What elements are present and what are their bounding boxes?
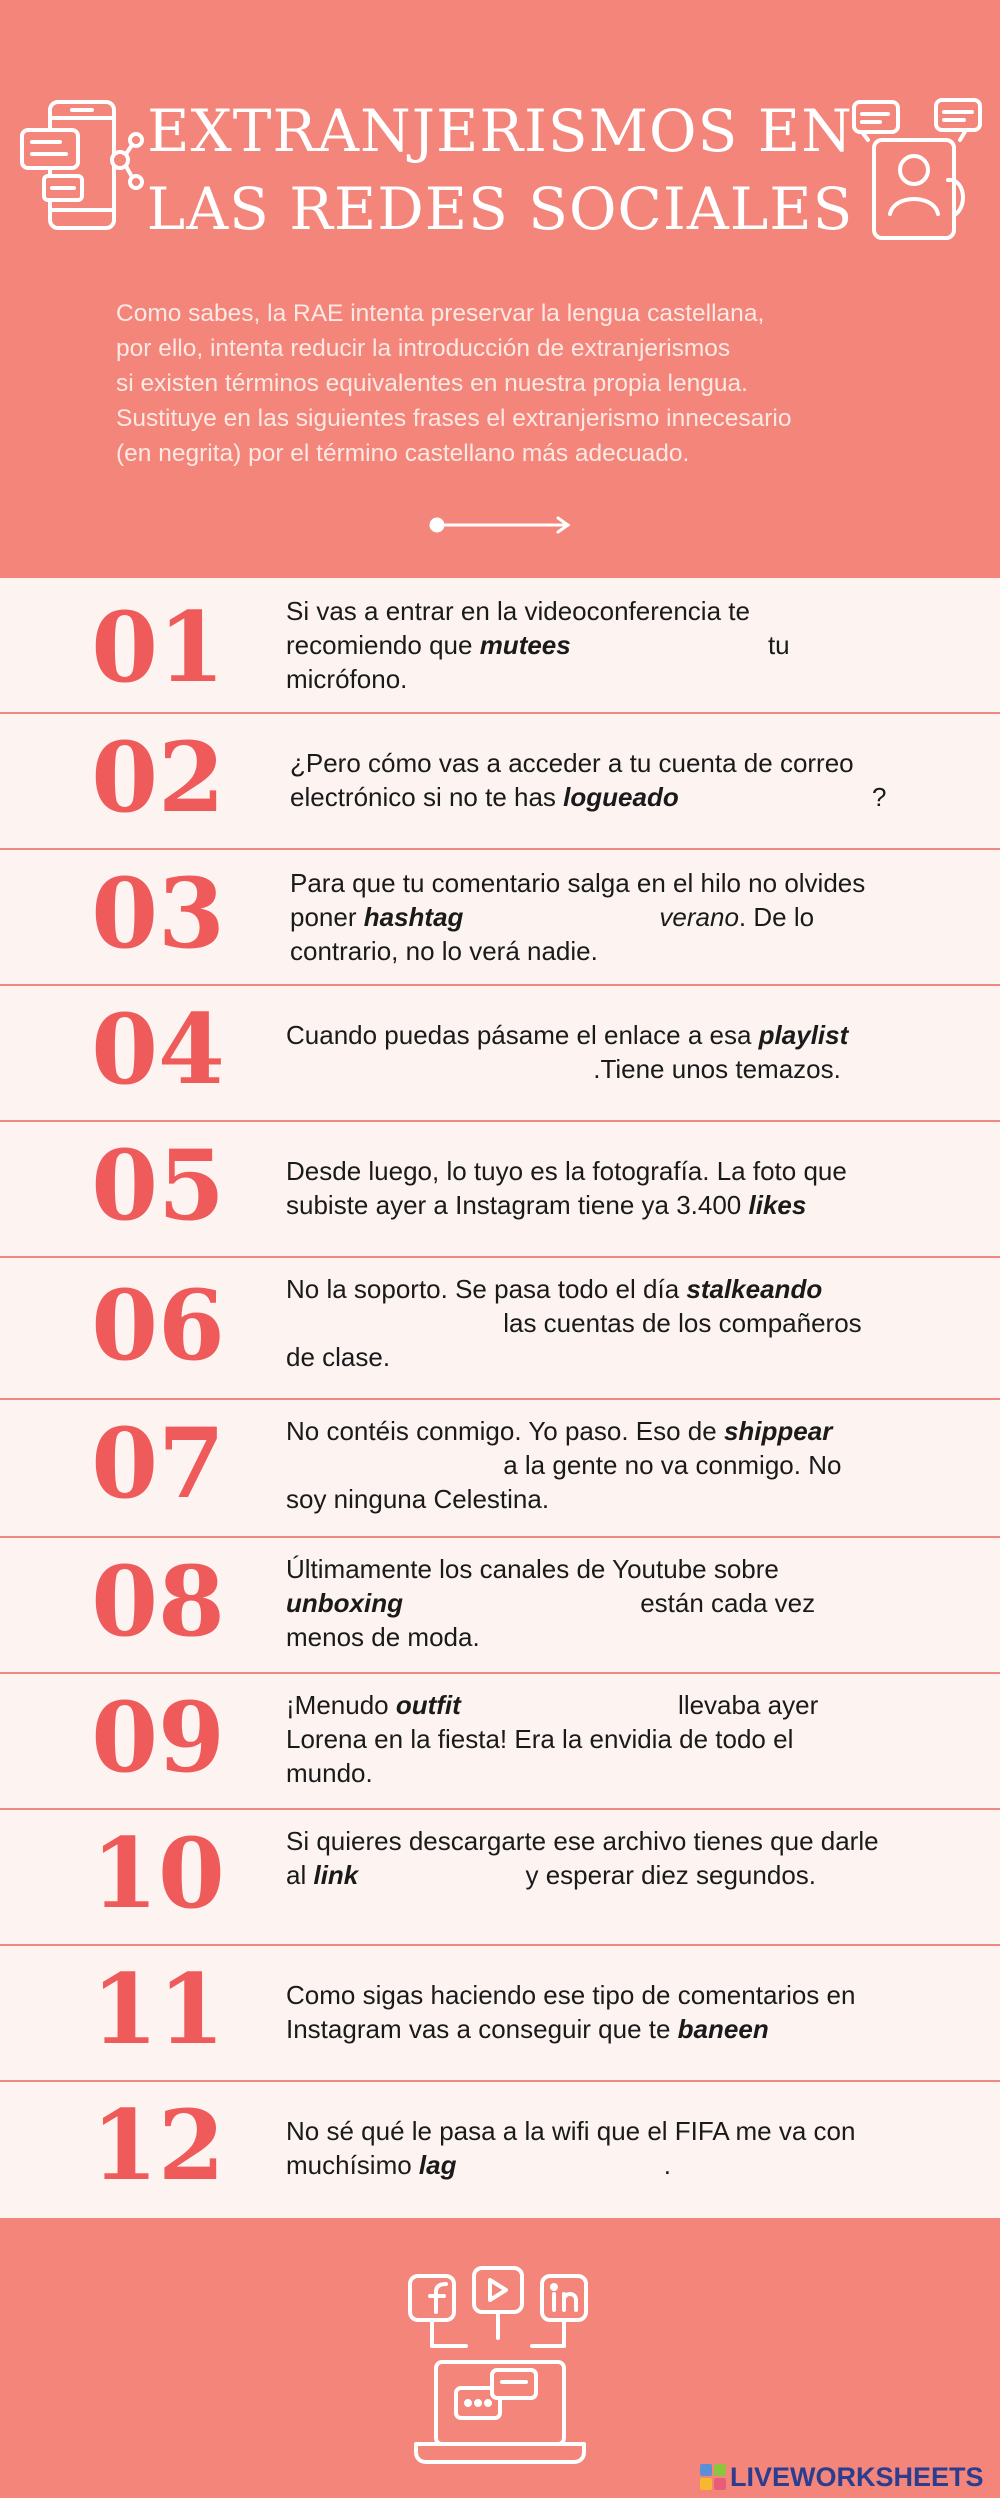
sentence-text: y esperar diez segundos.: [518, 1860, 816, 1890]
sentence-text: No contéis conmigo. Yo paso. Eso de: [286, 1416, 724, 1446]
exercise-number: 07: [91, 1407, 225, 1520]
foreign-word: lag: [418, 2150, 457, 2180]
exercise-number: 11: [91, 1953, 225, 2066]
exercise-sentence: [286, 1018, 886, 1086]
exercise-number: 08: [91, 1545, 225, 1658]
exercise-number: 06: [91, 1269, 225, 1382]
exercise-row-05: [0, 1122, 1000, 1258]
sentence-text: están cada vez menos de moda.: [286, 1588, 816, 1652]
sentence-text: ?: [864, 782, 887, 812]
exercise-row-10: [0, 1810, 1000, 1946]
exercise-sentence: [286, 1824, 886, 1892]
sentence-text: No sé qué le pasa a la wifi que el FIFA me va con muchísimo: [286, 2116, 856, 2180]
exercise-number: 03: [91, 857, 225, 970]
hashtag-word: verano: [659, 902, 739, 932]
exercise-row-01: [0, 578, 1000, 714]
exercise-row-08: [0, 1538, 1000, 1674]
exercise-row-11: [0, 1946, 1000, 2082]
sentence-text: Desde luego, lo tuyo es la fotografía. La foto que subiste ayer a Instagram tiene ya 3.400: [286, 1156, 847, 1220]
sentence-text: las cuentas de los compañeros de clase.: [286, 1308, 862, 1372]
foreign-word: link: [313, 1860, 359, 1890]
instructions-line-2: por ello, intenta reducir la introducción de extranjerismos: [116, 335, 731, 362]
exercise-number: 05: [91, 1129, 225, 1242]
exercise-row-04: [0, 986, 1000, 1122]
exercise-row-07: [0, 1400, 1000, 1538]
sentence-text: Para que tu comentario salga en el hilo no olvides poner: [290, 868, 866, 932]
foreign-word: outfit: [395, 1690, 461, 1720]
arrow-right-icon: [428, 514, 574, 536]
sentence-text: llevaba ayer Lorena en la fiesta! Era la envidia de todo el mundo.: [286, 1690, 819, 1788]
header-banner: [0, 0, 1000, 578]
foreign-word: unboxing: [286, 1588, 403, 1618]
sentence-text: Si quieres descargarte ese archivo tienes que darle al: [286, 1826, 879, 1890]
exercise-number: 10: [91, 1817, 225, 1930]
foreign-word: stalkeando: [686, 1274, 823, 1304]
instructions-line-1: Como sabes, la RAE intenta preservar la lengua castellana,: [116, 300, 765, 327]
foreign-word: likes: [748, 1190, 807, 1220]
exercise-sentence: [286, 1978, 886, 2046]
exercise-sentence: [286, 1688, 886, 1790]
sentence-text: Cuando puedas pásame el enlace a esa: [286, 1020, 759, 1050]
exercise-row-02: [0, 714, 1000, 850]
exercise-sentence: [286, 1154, 886, 1256]
exercise-number: 04: [91, 993, 225, 1106]
instructions-line-3: si existen términos equivalentes en nuestra propia lengua.: [116, 370, 748, 397]
sentence-text: ¿Pero cómo vas a acceder a tu cuenta de correo electrónico si no te has: [290, 748, 854, 812]
title-line-1: EXTRANJERISMOS EN: [147, 97, 853, 165]
sentence-text: a la gente no va conmigo. No soy ninguna Celestina.: [286, 1450, 842, 1514]
title-line-2: LAS REDES SOCIALES: [146, 175, 854, 243]
foreign-word: mutees: [479, 630, 571, 660]
instructions-line-4: Sustituye en las siguientes frases el extranjerismo innecesario: [116, 405, 792, 432]
person-chat-bubbles-icon: [848, 94, 988, 244]
foreign-word: hashtag: [363, 902, 464, 932]
page-title: [140, 92, 860, 248]
sentence-text: . De lo contrario, no lo verá nadie.: [290, 902, 815, 966]
exercise-sentence: [286, 1552, 886, 1654]
exercise-sentence: [286, 1414, 886, 1516]
exercise-sentence: [286, 2114, 886, 2182]
social-media-laptop-icon: [406, 2266, 594, 2470]
foreign-word: baneen: [677, 2014, 769, 2044]
exercise-sentence: [290, 746, 890, 814]
exercise-row-12: [0, 2082, 1000, 2218]
liveworksheets-logo-icon: [700, 2464, 726, 2490]
sentence-text: Últimamente los canales de Youtube sobre: [286, 1554, 779, 1584]
foreign-word: playlist: [758, 1020, 849, 1050]
brand-name: LIVEWORKSHEETS: [730, 2462, 984, 2492]
exercise-row-03: [0, 850, 1000, 986]
foreign-word: logueado: [563, 782, 679, 812]
sentence-text: .Tiene unos temazos.: [586, 1054, 841, 1084]
exercise-sentence: [286, 1272, 886, 1374]
instructions-line-5: (en negrita) por el término castellano más adecuado.: [116, 440, 690, 467]
sentence-text: ¡Menudo: [286, 1690, 396, 1720]
sentence-text: No la soporto. Se pasa todo el día: [286, 1274, 687, 1304]
exercise-row-09: [0, 1674, 1000, 1810]
exercise-number: 09: [91, 1681, 225, 1794]
foreign-word: shippear: [723, 1416, 833, 1446]
exercise-sentence: [290, 866, 890, 968]
sentence-text: .: [656, 2150, 671, 2180]
sentence-text: Si vas a entrar en la videoconferencia te recomiendo que: [286, 596, 750, 660]
instructions: [116, 296, 884, 471]
sentence-text: Como sigas haciendo ese tipo de comentarios en Instagram vas a conseguir que te: [286, 1980, 856, 2044]
sentence-text: tu micrófono.: [286, 630, 790, 694]
exercise-sentence: [286, 594, 886, 696]
exercise-row-06: [0, 1258, 1000, 1400]
exercise-number: 12: [91, 2089, 225, 2202]
exercise-number: 02: [91, 721, 225, 834]
brand-watermark: [700, 2462, 996, 2492]
smartphone-chat-icon: [16, 96, 146, 236]
exercise-number: 01: [91, 591, 225, 704]
